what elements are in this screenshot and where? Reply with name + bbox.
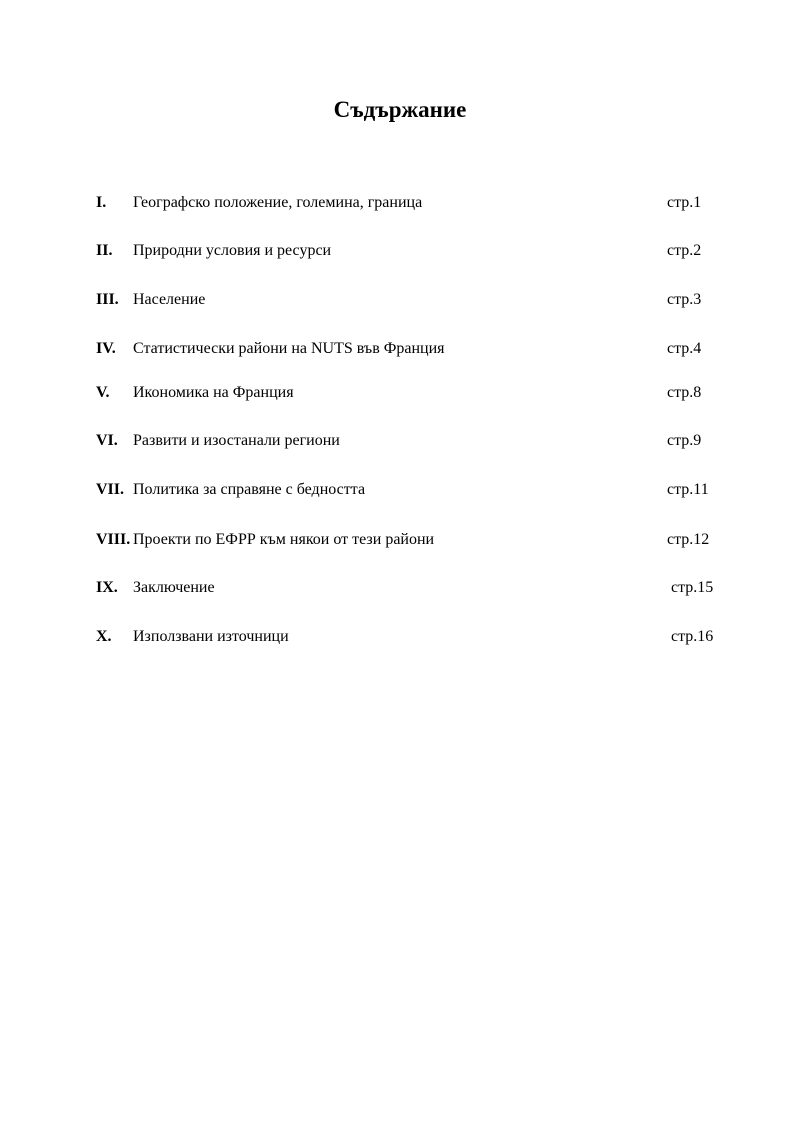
page-title: Съдържание [333,97,467,122]
toc-entry-title: Географско положение, големина, граница [133,194,423,211]
toc-entry-title: Политика за справяне с бедността [133,481,366,498]
toc-entry [0,288,800,312]
toc-entry [0,576,800,600]
toc-entry [0,625,800,649]
toc-entry-page: стр.8 [667,384,702,401]
toc-entry-page: стр.11 [667,481,709,498]
toc-entry [0,429,800,453]
toc-entry [0,528,800,552]
toc-entry-page: стр.15 [671,579,714,596]
toc-entry-page: стр.16 [671,628,714,645]
toc-entry-title: Население [133,291,206,308]
toc-entry-number: I. [96,194,107,211]
toc-entry [0,239,800,263]
toc-entry-title: Икономика на Франция [133,384,294,401]
toc-entry-number: III. [96,291,119,308]
toc-entry-number: VIII. [96,531,131,548]
toc-entry [0,337,800,361]
toc-entry-title: Заключение [133,579,215,596]
toc-entry-title: Статистически райони на NUTS във Франция [133,340,445,357]
toc-entry-page: стр.4 [667,340,702,357]
toc-entry-number: X. [96,628,112,645]
toc-entry-title: Развити и изостанали региони [133,432,340,449]
toc-entry-number: IX. [96,579,118,596]
toc-entry-title: Природни условия и ресурси [133,242,332,259]
toc-entry-number: IV. [96,340,116,357]
toc-entry-page: стр.9 [667,432,702,449]
toc-entry-page: стр.12 [667,531,710,548]
toc-entry-page: стр.3 [667,291,702,308]
toc-entry-number: V. [96,384,110,401]
toc-entry-page: стр.2 [667,242,702,259]
toc-entry-number: VII. [96,481,125,498]
toc-entry [0,478,800,502]
toc-entry-title: Проекти по ЕФРР към някои от тези райони [133,531,435,548]
toc-entry-title: Използвани източници [133,628,289,645]
toc-entry-page: стр.1 [667,194,702,211]
toc-entry-number: VI. [96,432,118,449]
toc-entry-number: II. [96,242,113,259]
toc-entry [0,191,800,215]
toc-entry [0,381,800,405]
